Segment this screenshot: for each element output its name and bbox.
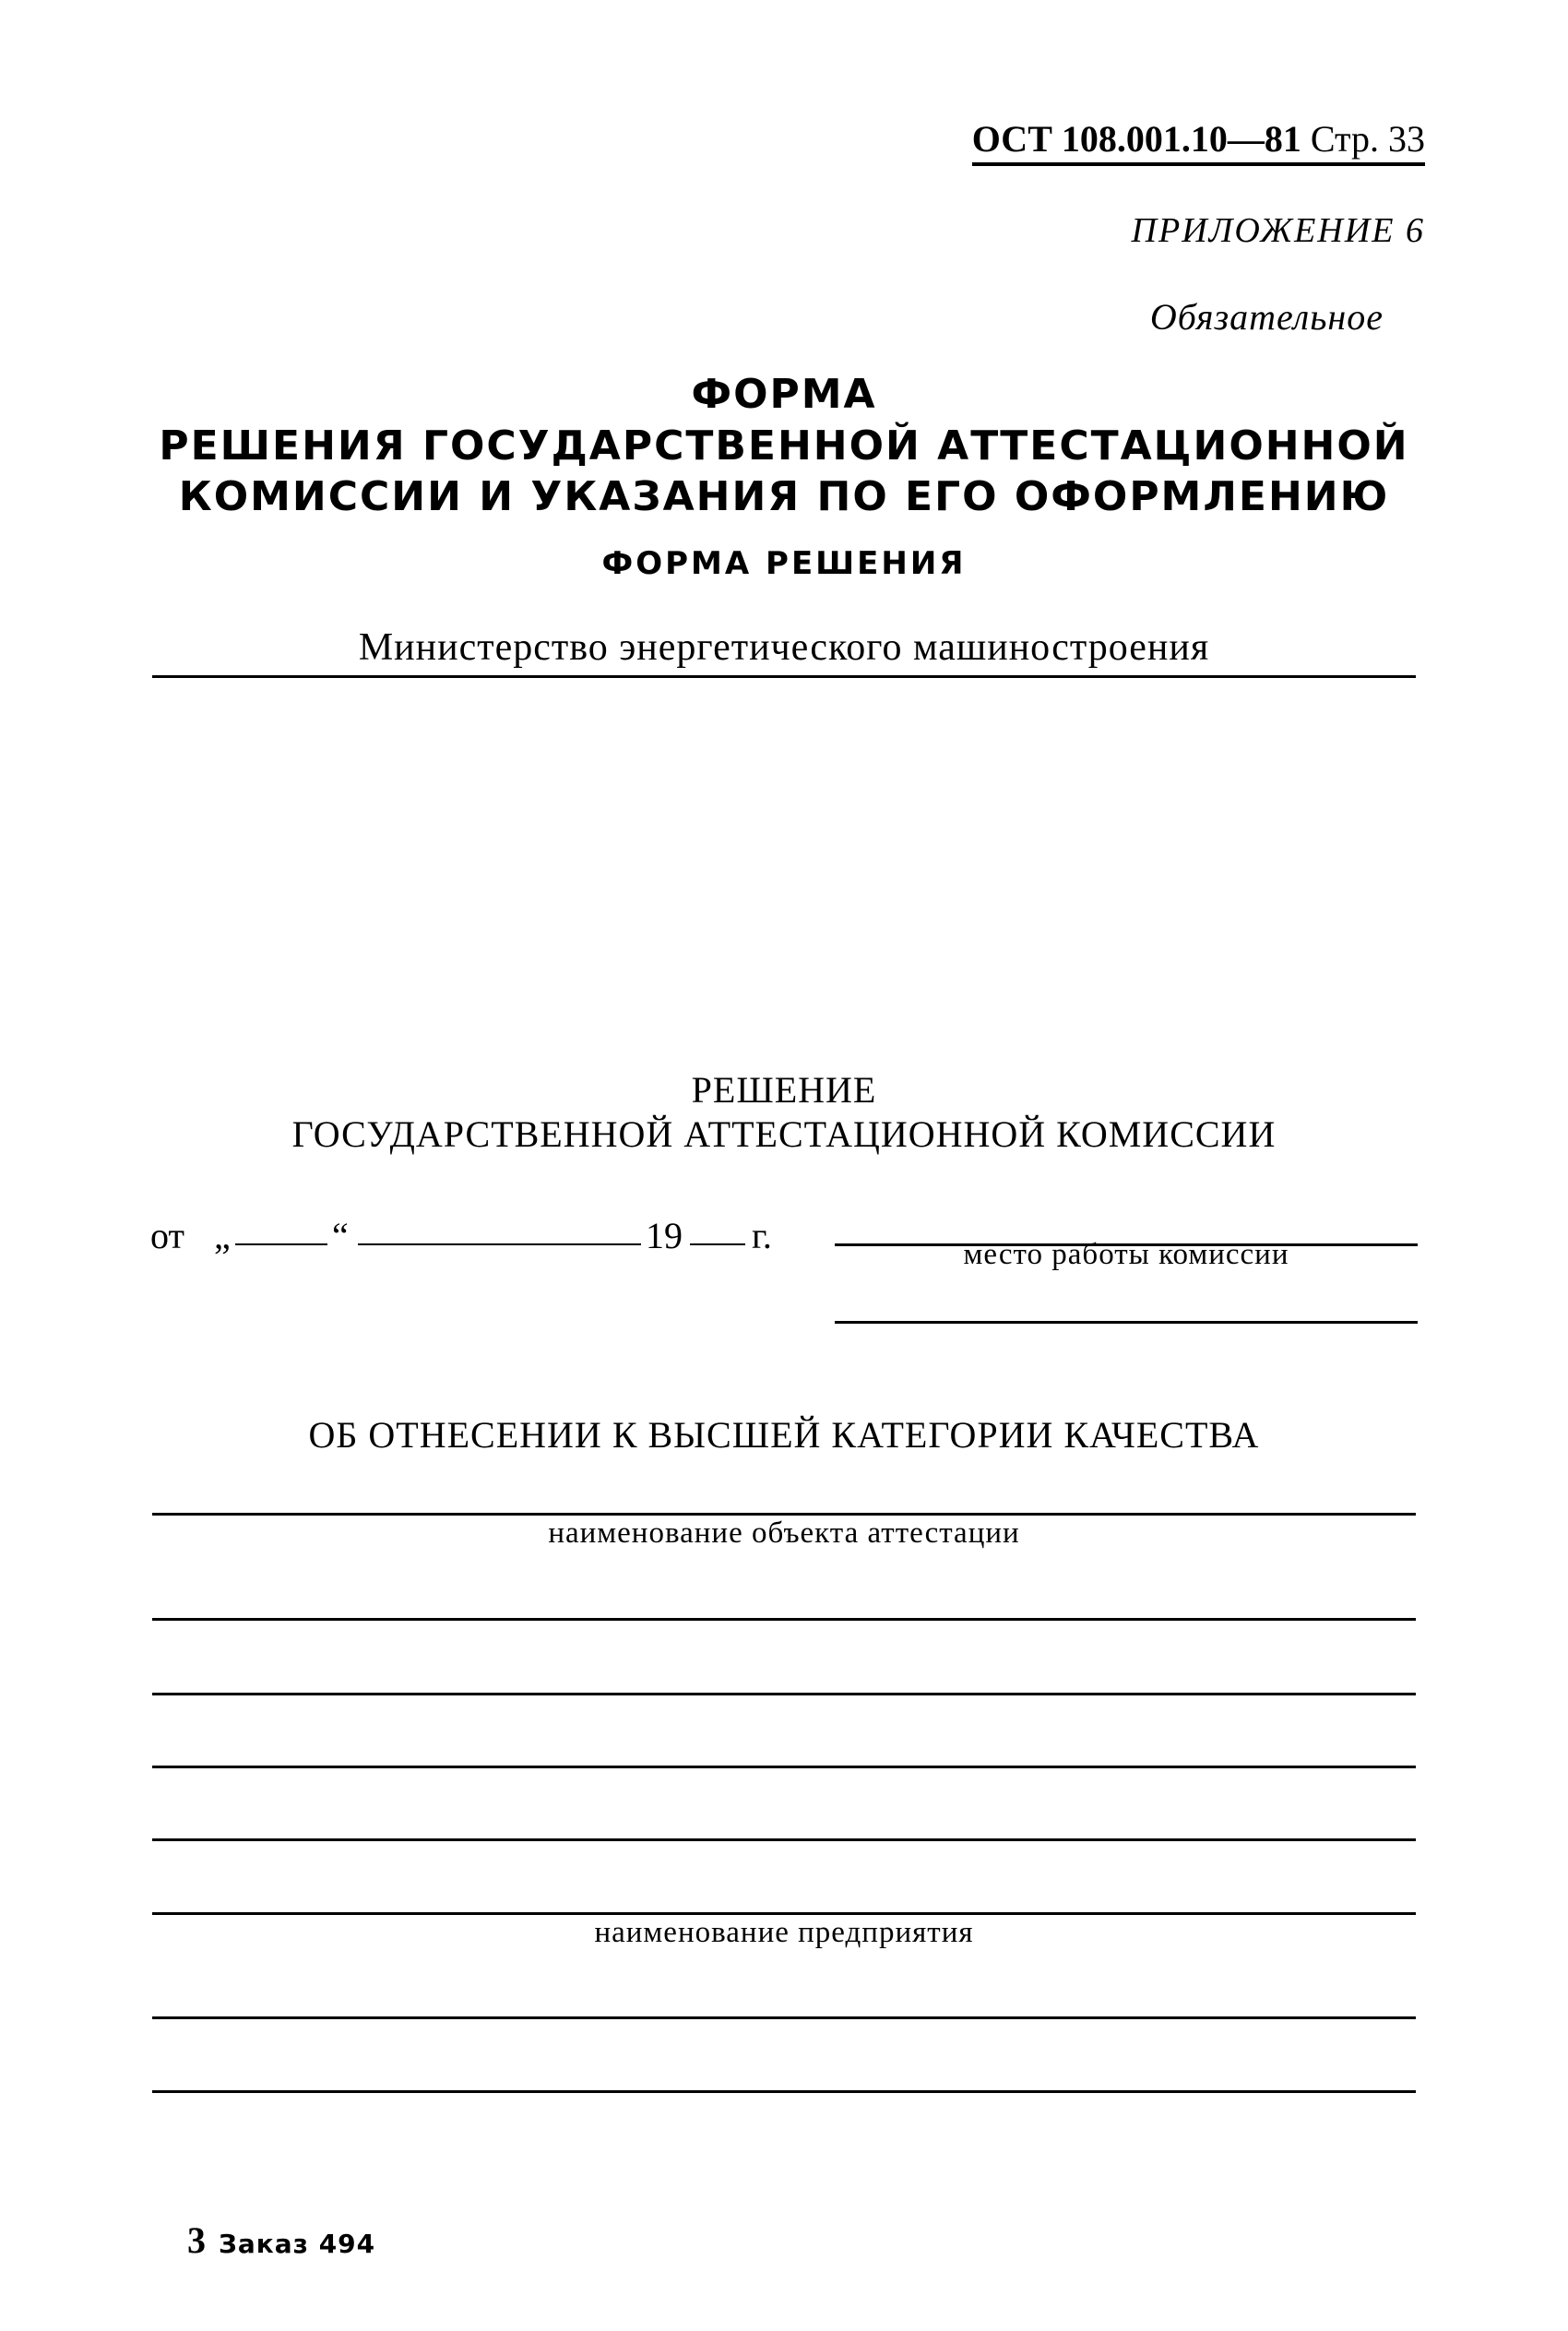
title-line-3: КОМИССИИ И УКАЗАНИЯ ПО ЕГО ОФОРМЛЕНИЮ <box>178 473 1390 520</box>
blank-line-2[interactable] <box>152 1693 1416 1695</box>
page-footer <box>187 2218 375 2262</box>
blank-line-6[interactable] <box>152 2090 1416 2093</box>
date-prefix: от <box>150 1215 184 1256</box>
day-field-line[interactable] <box>235 1243 327 1245</box>
decision-subtitle: ГОСУДАРСТВЕННОЙ АТТЕСТАЦИОННОЙ КОМИССИИ <box>291 1113 1277 1155</box>
year-suffix: г. <box>752 1215 772 1256</box>
appendix-label: ПРИЛОЖЕНИЕ 6 <box>1131 211 1425 250</box>
blank-line-5[interactable] <box>152 2016 1416 2019</box>
year-prefix: 19 <box>646 1215 683 1256</box>
enterprise-caption: наименование предприятия <box>594 1916 974 1949</box>
title-line-2: РЕШЕНИЯ ГОСУДАРСТВЕННОЙ АТТЕСТАЦИОННОЙ <box>159 422 1409 470</box>
year-field-line[interactable] <box>690 1243 745 1245</box>
open-quote: „ <box>214 1215 231 1256</box>
page-number-label: Стр. 33 <box>1310 118 1425 160</box>
ministry-underline <box>152 675 1416 678</box>
blank-line-4[interactable] <box>152 1838 1416 1841</box>
category-heading: ОБ ОТНЕСЕНИИ К ВЫСШЕЙ КАТЕГОРИИ КАЧЕСТВА <box>308 1414 1260 1456</box>
place-field-line-2[interactable] <box>835 1321 1418 1324</box>
ministry-name: Министерство энергетического машиностроения <box>358 626 1210 669</box>
place-caption: место работы комиссии <box>963 1238 1289 1271</box>
footer-page-number: 3 <box>187 2219 206 2261</box>
title-line-1: ФОРМА <box>691 371 877 418</box>
blank-line-3[interactable] <box>152 1766 1416 1768</box>
blank-line-1[interactable] <box>152 1618 1416 1621</box>
form-subtitle: ФОРМА РЕШЕНИЯ <box>601 545 967 582</box>
mandatory-label: Обязательное <box>1149 296 1384 338</box>
document-header <box>972 118 1425 166</box>
object-name-line[interactable] <box>152 1513 1416 1516</box>
enterprise-name-line[interactable] <box>152 1912 1416 1915</box>
standard-number: ОСТ 108.001.10—81 <box>971 118 1301 160</box>
order-number: Заказ 494 <box>219 2229 376 2259</box>
month-field-line[interactable] <box>358 1243 641 1245</box>
close-quote: “ <box>332 1215 349 1256</box>
object-caption: наименование объекта аттестации <box>548 1516 1020 1550</box>
decision-title: РЕШЕНИЕ <box>691 1069 877 1111</box>
